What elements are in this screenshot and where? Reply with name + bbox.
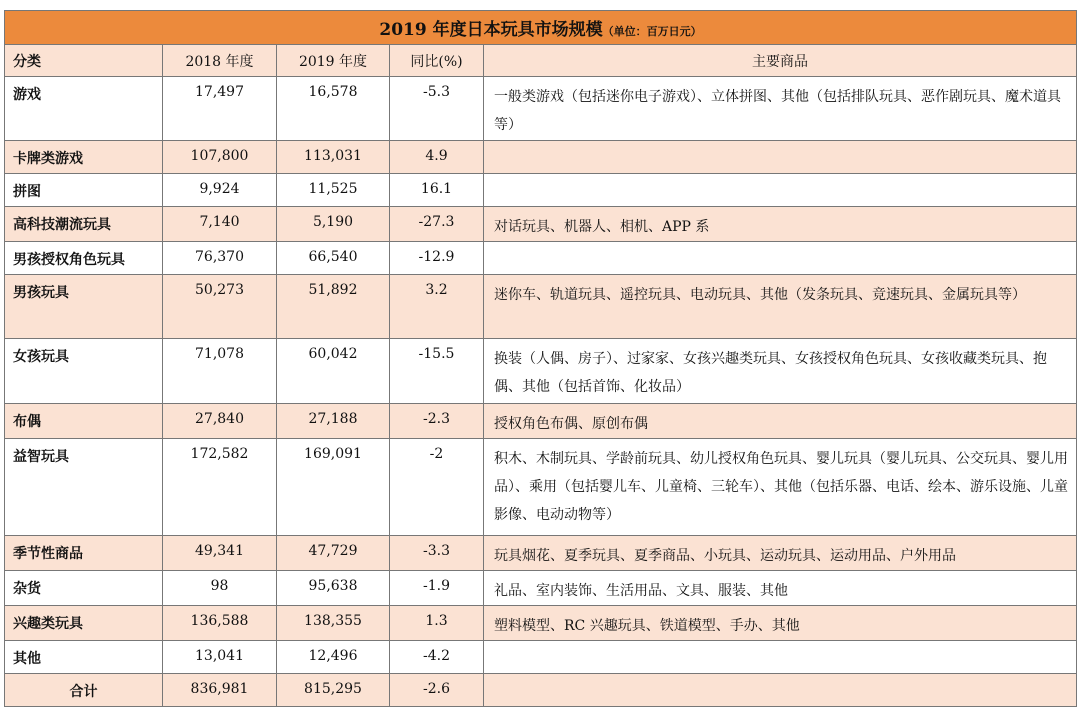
row-2018: 98 [163,571,277,606]
table-row [5,404,1077,439]
row-2019: 5,190 [277,207,390,242]
title-text: 2019 年度日本玩具市场规模 [379,20,603,40]
row-goods [484,174,1077,207]
row-category: 男孩授权角色玩具 [5,242,163,275]
row-2018: 49,341 [163,536,277,571]
row-category: 兴趣类玩具 [5,606,163,641]
total-2019: 815,295 [277,674,390,707]
row-category: 高科技潮流玩具 [5,207,163,242]
row-category: 拼图 [5,174,163,207]
row-goods: 积木、木制玩具、学龄前玩具、幼儿授权角色玩具、婴儿玩具（婴儿玩具、公交玩具、婴儿用品）、乘用（包括婴儿车、儿童椅、三轮车）、其他（包括乐器、电话、绘本、游乐设施、儿童影像、电动动物等） [484,439,1077,536]
total-2018: 836,981 [163,674,277,707]
row-category: 益智玩具 [5,439,163,536]
row-2019: 113,031 [277,141,390,174]
row-goods: 塑料模型、RC 兴趣玩具、铁道模型、手办、其他 [484,606,1077,641]
row-yoy: -2.3 [390,404,484,439]
row-yoy: 4.9 [390,141,484,174]
title-unit: （单位：百万日元） [602,25,702,38]
row-2018: 17,497 [163,77,277,141]
row-2019: 95,638 [277,571,390,606]
row-category: 卡牌类游戏 [5,141,163,174]
row-2019: 11,525 [277,174,390,207]
row-goods: 迷你车、轨道玩具、遥控玩具、电动玩具、其他（发条玩具、竞速玩具、金属玩具等） [484,275,1077,339]
row-category: 杂货 [5,571,163,606]
table-row [5,571,1077,606]
row-2018: 172,582 [163,439,277,536]
row-goods: 授权角色布偶、原创布偶 [484,404,1077,439]
row-2019: 138,355 [277,606,390,641]
table-row [5,174,1077,207]
row-yoy: 1.3 [390,606,484,641]
row-2019: 47,729 [277,536,390,571]
table-row [5,242,1077,275]
row-2019: 169,091 [277,439,390,536]
row-category: 游戏 [5,77,163,141]
row-goods: 对话玩具、机器人、相机、APP 系 [484,207,1077,242]
row-2019: 51,892 [277,275,390,339]
row-yoy: 3.2 [390,275,484,339]
row-2018: 9,924 [163,174,277,207]
row-2018: 50,273 [163,275,277,339]
table-row [5,641,1077,674]
row-2019: 60,042 [277,339,390,404]
row-2018: 27,840 [163,404,277,439]
row-yoy: -1.9 [390,571,484,606]
row-yoy: -4.2 [390,641,484,674]
row-2019: 16,578 [277,77,390,141]
header-category: 分类 [5,45,163,77]
row-yoy: -5.3 [390,77,484,141]
table-row [5,77,1077,141]
table-row [5,339,1077,404]
row-2018: 107,800 [163,141,277,174]
row-2019: 27,188 [277,404,390,439]
header-yoy: 同比(%) [390,45,484,77]
row-2018: 71,078 [163,339,277,404]
row-2018: 136,588 [163,606,277,641]
row-goods: 玩具烟花、夏季玩具、夏季商品、小玩具、运动玩具、运动用品、户外用品 [484,536,1077,571]
header-2019: 2019 年度 [277,45,390,77]
total-yoy: -2.6 [390,674,484,707]
table-row [5,141,1077,174]
row-2018: 13,041 [163,641,277,674]
row-goods [484,641,1077,674]
row-yoy: 16.1 [390,174,484,207]
row-2018: 7,140 [163,207,277,242]
table-row [5,606,1077,641]
market-table-container [4,10,1076,707]
row-yoy: -15.5 [390,339,484,404]
row-yoy: -12.9 [390,242,484,275]
header-goods: 主要商品 [484,45,1077,77]
row-category: 布偶 [5,404,163,439]
market-size-table [4,10,1077,707]
row-goods [484,141,1077,174]
row-2018: 76,370 [163,242,277,275]
total-label: 合计 [5,674,163,707]
row-yoy: -27.3 [390,207,484,242]
row-yoy: -2 [390,439,484,536]
row-goods [484,242,1077,275]
table-row [5,275,1077,339]
table-row [5,536,1077,571]
header-2018: 2018 年度 [163,45,277,77]
title-row [5,11,1077,45]
row-category: 男孩玩具 [5,275,163,339]
row-goods: 换装（人偶、房子）、过家家、女孩兴趣类玩具、女孩授权角色玩具、女孩收藏类玩具、抱偶、其他（包括首饰、化妆品） [484,339,1077,404]
row-2019: 12,496 [277,641,390,674]
table-row [5,207,1077,242]
row-goods: 礼品、室内装饰、生活用品、文具、服装、其他 [484,571,1077,606]
row-2019: 66,540 [277,242,390,275]
row-goods: 一般类游戏（包括迷你电子游戏）、立体拼图、其他（包括排队玩具、恶作剧玩具、魔术道具等） [484,77,1077,141]
row-category: 季节性商品 [5,536,163,571]
table-title [5,11,1077,45]
row-category: 其他 [5,641,163,674]
total-row [5,674,1077,707]
row-category: 女孩玩具 [5,339,163,404]
table-row [5,439,1077,536]
header-row [5,45,1077,77]
total-goods [484,674,1077,707]
row-yoy: -3.3 [390,536,484,571]
